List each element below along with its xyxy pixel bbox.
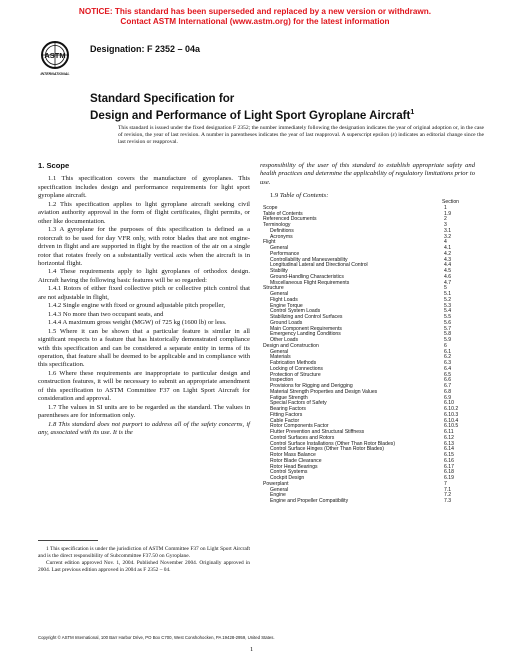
- toc-row-label: General: [270, 245, 289, 251]
- toc-row-section: 5.3: [444, 302, 452, 309]
- toc-row-section: 6.7: [444, 383, 452, 389]
- toc-row-section: 6.8: [444, 388, 452, 395]
- issue-note: This standard is issued under the fixed designation F 2352; the number immediately following the designation indicates the year of original adoption or, in the case of revision, the year of last revision. A number in parentheses indicates the year of last reapproval. A superscript epsilon (ε) indicates an editorial change since the last revision or reapproval.: [118, 125, 484, 146]
- toc-row: [263, 499, 485, 505]
- toc-row-section: 4.3: [444, 256, 452, 263]
- toc-row-section: 6.6: [444, 377, 452, 384]
- toc-row-section: 5.2: [444, 296, 452, 303]
- toc-row-label: Stabilizing and Control Surfaces: [270, 314, 343, 320]
- toc-row-section: 3.2: [444, 233, 452, 240]
- toc-intro: [270, 192, 328, 199]
- toc-row-label: Protection of Structure: [270, 371, 321, 378]
- toc-row-section: 6.5: [444, 371, 452, 378]
- toc-row-label: Material Strength Properties and Design Values: [270, 388, 378, 395]
- toc-row-label: Other Loads: [270, 337, 299, 343]
- notice-line-2: Contact ASTM International (www.astm.org) for the latest information: [120, 17, 390, 26]
- toc-row-section: 6.12: [444, 434, 454, 441]
- toc-row-label: Rotor Components Factor: [270, 423, 329, 430]
- toc-row-section: 6.10: [444, 400, 454, 407]
- toc-row-label: Rotor Head Bearings: [270, 463, 318, 470]
- scope-paragraph: 1.4.3 No more than two occupant seats, and: [48, 310, 164, 318]
- scope-paragraph: 1.5 Where it can be shown that a particular feature is similar in all significant respects to a feature that has historically demonstrated compliance with this specification and can be considered a separate entity in terms of its operation, that feature shall be deemed to be applicable and in compliance with this specification.: [38, 327, 250, 369]
- toc-section-header: Section: [442, 199, 459, 205]
- toc-row-section: 3: [444, 222, 447, 228]
- toc-row-section: 6.15: [444, 452, 454, 458]
- toc-row-label: Longitudinal Lateral and Directional Control: [270, 262, 368, 269]
- toc-row-label: Rotor Blade Clearance: [270, 457, 322, 464]
- notice-line-1: NOTICE: This standard has been superseded and replaced by a new version or withdrawn.: [78, 7, 432, 16]
- footnote-divider: [38, 540, 98, 541]
- toc-row-label: Stability: [270, 268, 288, 274]
- toc-intro-text: Table of Contents:: [279, 192, 329, 199]
- toc-row-section: 1.9: [444, 210, 452, 217]
- toc-row-section: 7: [444, 480, 447, 487]
- toc-row-label: Main Component Requirements: [270, 325, 342, 332]
- toc-row-label: Flutter Prevention and Structural Stiffness: [270, 429, 365, 435]
- toc-intro-number: 1.9: [270, 192, 279, 199]
- toc-row-label: Special Factors of Safety: [270, 400, 327, 407]
- toc-row-label: Flight Loads: [270, 296, 298, 303]
- title-line-1: Standard Specification for: [90, 92, 235, 105]
- toc-row-section: 4.5: [444, 268, 452, 274]
- toc-row-label: General: [270, 291, 289, 297]
- toc-row-label: Bearing Factors: [270, 406, 306, 412]
- astm-logo-icon: [38, 40, 72, 78]
- toc-row-label: Fatigue Strength: [270, 394, 308, 401]
- toc-row-label: Powerplant: [263, 480, 289, 487]
- toc-row-section: 6.16: [444, 457, 454, 464]
- toc-row-section: 6.9: [444, 394, 452, 401]
- toc-row-label: Performance: [270, 250, 300, 257]
- toc-row-section: 4.1: [444, 245, 452, 251]
- toc-row-section: 5.8: [444, 331, 452, 338]
- toc-row-section: 5: [444, 285, 447, 292]
- toc-row-label: Table of Contents: [263, 210, 303, 217]
- toc-row-label: Control System Loads: [270, 308, 321, 315]
- toc-rows: [263, 206, 485, 505]
- scope-paragraph: 1.4.2 Single engine with fixed or ground adjustable pitch propeller,: [48, 302, 225, 310]
- toc-row-label: Fitting Factors: [270, 411, 303, 418]
- toc-row-label: Engine Torque: [270, 302, 303, 309]
- title-line-2: Design and Performance of Light Sport Gyroplane Aircraft$^1$: [90, 108, 415, 122]
- toc-row-section: 6.10.5: [444, 423, 459, 430]
- toc-row-label: Acronyms: [270, 233, 293, 240]
- toc-row-section: 5.6: [444, 319, 452, 326]
- toc-row-section: 5.5: [444, 314, 452, 320]
- scope-paragraph: 1.4.1 Rotors of either fixed collective pitch or collective pitch control that are not adjustable in flight,: [38, 285, 250, 301]
- toc-row-section: 7.3: [444, 498, 452, 504]
- designation: Designation: F 2352 – 04a: [90, 44, 201, 54]
- toc-row-label: Emergency Landing Conditions: [270, 331, 341, 338]
- toc-row-section: 6.13: [444, 440, 454, 447]
- toc-row-section: 6.10.4: [444, 417, 459, 424]
- toc-row-label: Control Systems: [270, 469, 308, 476]
- scope-heading: 1. Scope: [38, 161, 70, 170]
- toc-row-label: Terminology: [263, 222, 291, 228]
- toc-row-label: Cable Factor: [270, 417, 300, 424]
- toc-row-label: Control Surface Hinges (Other Than Rotor Blades): [270, 446, 385, 453]
- footnote: Current edition approved Nov. 1, 2004. Published November 2004. Originally approved in 2004. Last previous edition approved in 2004 as F 2352 – 04.: [38, 560, 250, 573]
- toc-row-label: Design and Construction: [263, 342, 319, 349]
- scope-section: [38, 162, 250, 438]
- toc-row-section: 6.4: [444, 365, 452, 372]
- toc-row-section: 5.4: [444, 308, 452, 315]
- toc-row-label: Ground-Handling Characteristics: [270, 273, 344, 280]
- safety-continuation: responsibility of the user of this standard to establish appropriate safety and health practices and determine the applicability of regulatory limitations prior to use.: [260, 162, 475, 186]
- logo-subtext: INTERNATIONAL: [40, 72, 70, 76]
- toc-row-section: 6.19: [444, 475, 454, 481]
- toc-row-label: Rotor Mass Balance: [270, 452, 316, 458]
- title-footnote-mark: 1: [410, 109, 415, 116]
- toc-row-section: 4: [444, 239, 447, 246]
- toc-row-section: 2: [444, 216, 447, 223]
- toc-row-label: Fabrication Methods: [270, 360, 317, 366]
- notice-banner: [0, 7, 510, 27]
- toc-row-label: Materials: [270, 354, 291, 361]
- toc-row-section: 5.7: [444, 325, 452, 332]
- toc-row-section: 7.1: [444, 486, 452, 493]
- toc-row-label: Engine and Propeller Compatibility: [270, 498, 349, 504]
- toc-row-section: 3.1: [444, 227, 452, 234]
- toc-row-section: 1: [444, 204, 447, 211]
- toc-row-section: 4.2: [444, 250, 452, 257]
- toc-row-label: Flight: [263, 239, 276, 246]
- toc-row-section: 4.7: [444, 279, 452, 286]
- toc-row-section: 6.14: [444, 446, 454, 453]
- toc-row-label: Control Surfaces and Rotors: [270, 434, 335, 441]
- scope-paragraph: 1.1 This specification covers the manufacture of gyroplanes. This specification includes design and performance requirements for light sport gyroplane aircraft.: [38, 175, 250, 200]
- scope-paragraph-safety: 1.8 This standard does not purport to address all of the safety concerns, if any, associated with its use. It is the: [38, 420, 250, 437]
- document-title: [90, 92, 414, 123]
- toc-row-label: Provisions for Rigging and Derigging: [270, 383, 353, 389]
- toc-row-label: Control Surface Installations (Other Than Rotor Blades): [270, 440, 396, 447]
- toc-row-section: 4.6: [444, 273, 452, 280]
- toc-row-section: 6.17: [444, 463, 454, 470]
- toc-row-label: General: [270, 486, 289, 493]
- scope-paragraph: 1.3 A gyroplane for the purposes of this specification is defined as a rotorcraft to be used for day VFR only, with rotor blades that are not engine-driven in flight and are supported in flight by the reaction of the air on a single rotor that rotates freely on a substantially vertical axis when the aircraft is in horizontal flight.: [38, 226, 250, 267]
- toc-row-section: 5.9: [444, 337, 452, 343]
- toc-row-section: 6.3: [444, 360, 452, 366]
- toc-row-label: Referenced Documents: [263, 216, 317, 223]
- toc-row-label: Inspection: [270, 377, 294, 384]
- toc-row-section: 6.1: [444, 348, 452, 355]
- scope-paragraph: 1.4 These requirements apply to light gyroplanes of orthodox design. Aircraft having the following basic features will be so regarded:: [38, 268, 250, 284]
- footnote: 1 This specification is under the jurisdiction of ASTM Committee F37 on Light Sport Aircraft and is the direct responsibility of Subcommittee F37.50 on Gyroplane.: [38, 546, 250, 559]
- scope-paragraph: 1.4.4 A maximum gross weight (MGW) of 725 kg (1600 lb) or less.: [48, 319, 227, 327]
- toc-row-section: 6.10.3: [444, 411, 459, 418]
- toc-row-label: Locking of Connections: [270, 365, 323, 372]
- toc-row-label: General: [270, 348, 289, 355]
- toc-row-label: Cockpit Design: [270, 475, 305, 481]
- toc-row-section: 4.4: [444, 262, 452, 269]
- toc-row-section: 6: [444, 342, 447, 349]
- toc-row-label: Structure: [263, 285, 284, 292]
- toc-row-label: Engine: [270, 492, 286, 499]
- astm-logo: [38, 40, 72, 78]
- scope-paragraph: 1.2 This specification applies to light gyroplane aircraft seeking civil aviation authority approval in the form of flight certificates, flight permits, or other like documentation.: [38, 200, 250, 225]
- copyright: Copyright © ASTM International, 100 Barr Harbor Drive, PO Box C700, West Conshohocken, PA 19428-2959, United States.: [38, 635, 275, 640]
- scope-paragraph: 1.6 Where these requirements are inappropriate to particular design and construction features, it will be necessary to submit an appropriate amendment of this specification to ASTM Committee F37 on Light Sport Aircraft for consideration and approval.: [38, 369, 250, 403]
- scope-paragraph: 1.7 The values in SI units are to be regarded as the standard. The values in parentheses are for information only.: [38, 403, 250, 420]
- page-number: 1: [250, 646, 254, 653]
- toc-row-label: Ground Loads: [270, 319, 303, 326]
- toc-row-section: 6.2: [444, 354, 452, 361]
- toc-row-label: Definitions: [270, 227, 294, 234]
- footnotes: [38, 546, 250, 574]
- toc-row-label: Scope: [263, 204, 278, 211]
- toc-row-section: 6.11: [444, 429, 454, 435]
- toc-row-section: 5.1: [444, 291, 452, 297]
- toc-row-label: Miscellaneous Flight Requirements: [270, 279, 350, 286]
- toc-row-section: 6.18: [444, 469, 454, 476]
- table-of-contents: [263, 200, 485, 505]
- toc-row-section: 6.10.2: [444, 406, 459, 412]
- logo-text: ASTM: [44, 51, 66, 60]
- toc-row-section: 7.2: [444, 492, 452, 499]
- toc-row-label: Controllability and Maneuverability: [270, 256, 348, 263]
